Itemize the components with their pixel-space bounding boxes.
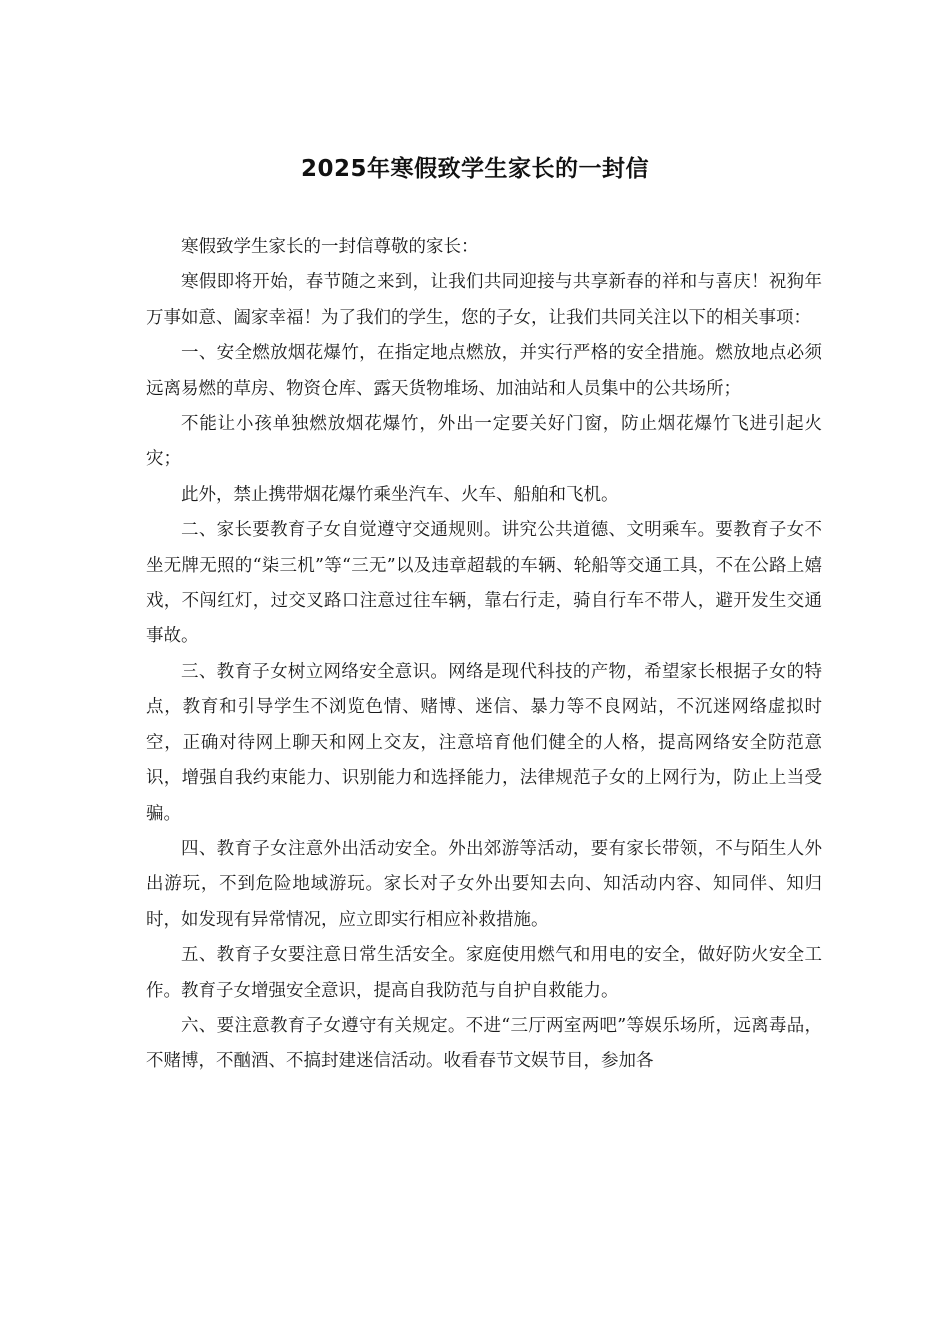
- paragraph-intro: 寒假即将开始，春节随之来到，让我们共同迎接与共享新春的祥和与喜庆！祝狗年万事如意、阖家幸福！为了我们的学生，您的子女，让我们共同关注以下的相关事项：: [146, 272, 822, 328]
- paragraph-item-1-fireworks: 一、安全燃放烟花爆竹，在指定地点燃放，并实行严格的安全措施。燃放地点必须远离易燃的草房、物资仓库、露天货物堆场、加油站和人员集中的公共场所；: [146, 343, 822, 399]
- document-body: [146, 230, 822, 1080]
- paragraph-salutation: 寒假致学生家长的一封信尊敬的家长：: [181, 237, 479, 257]
- paragraph-item-2-traffic: 二、家长要教育子女自觉遵守交通规则。讲究公共道德、文明乘车。要教育子女不坐无牌无照的“柒三机”等“三无”以及违章超载的车辆、轮船等交通工具，不在公路上嬉戏，不闯红灯，过交叉路口注意过往车辆，靠右行走，骑自行车不带人，避开发生交通事故。: [146, 520, 822, 647]
- paragraph-item-5-daily-safety: 五、教育子女要注意日常生活安全。家庭使用燃气和用电的安全，做好防火安全工作。教育子女增强安全意识，提高自我防范与自护自救能力。: [146, 945, 822, 1001]
- paragraph-fireworks-children: 不能让小孩单独燃放烟花爆竹，外出一定要关好门窗，防止烟花爆竹飞进引起火灾；: [146, 414, 822, 470]
- paragraph-fireworks-transport: 此外，禁止携带烟花爆竹乘坐汽车、火车、船舶和飞机。: [181, 484, 619, 505]
- document-title: 2025年寒假致学生家长的一封信: [300, 156, 649, 182]
- paragraph-item-4-outings: 四、教育子女注意外出活动安全。外出郊游等活动，要有家长带领，不与陌生人外出游玩，不到危险地域游玩。家长对子女外出要知去向、知活动内容、知同伴、知归时，如发现有异常情况，应立即实行相应补救措施。: [146, 838, 822, 930]
- paragraph-item-6-regulations: 六、要注意教育子女遵守有关规定。不进“三厅两室两吧”等娱乐场所，远离毒品，不赌博，不酗酒、不搞封建迷信活动。收看春节文娱节目，参加各: [146, 1015, 822, 1072]
- paragraph-item-3-internet: 三、教育子女树立网络安全意识。网络是现代科技的产物，希望家长根据子女的特点，教育和引导学生不浏览色情、赌博、迷信、暴力等不良网站，不沉迷网络虚拟时空，正确对待网上聊天和网上交友，注意培育他们健全的人格，提高网络安全防范意识，增强自我约束能力、识别能力和选择能力，法律规范子女的上网行为，防止上当受骗。: [146, 661, 822, 824]
